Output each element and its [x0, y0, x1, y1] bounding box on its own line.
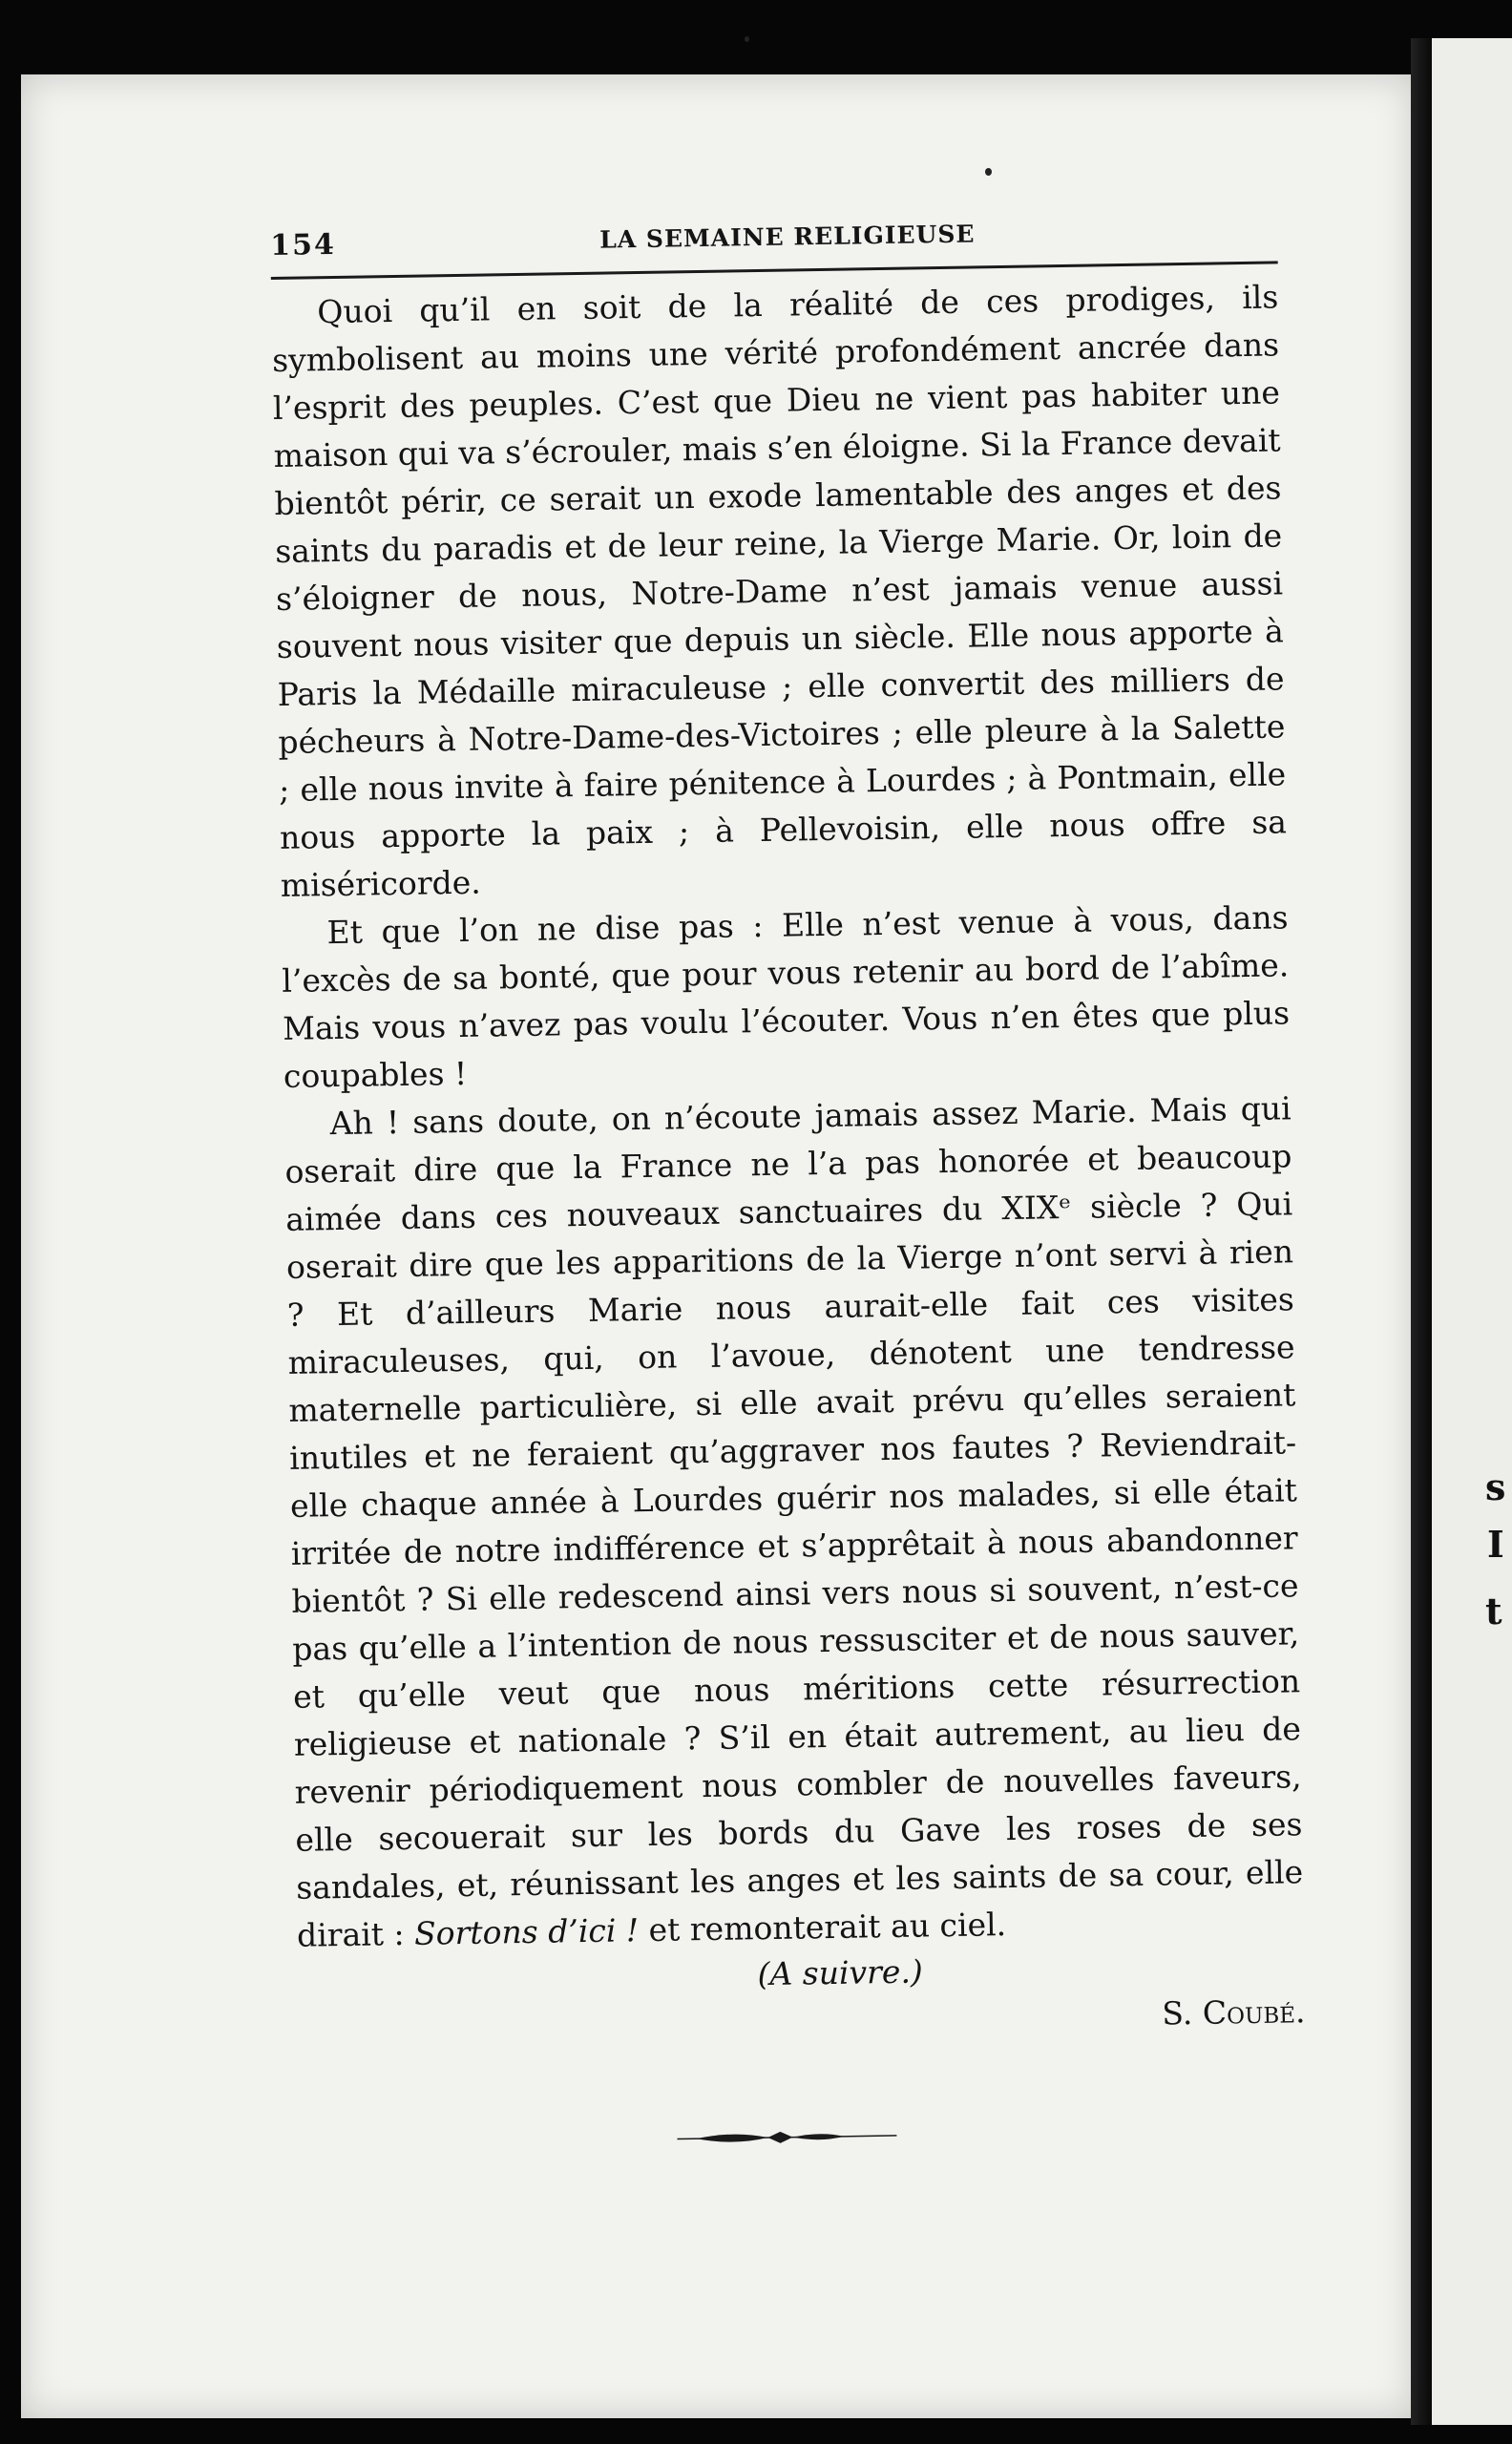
- paragraph: Quoi qu’il en soit de la réalité de ces prodiges, ils symbolisent au moins une vérité profondément ancrée dans l’esprit des peuples. C’est que Dieu ne vient pas habiter une maison qui va s’écrouler, mais s’en éloigne. Si la France devait bientôt périr, ce serait un exode lamentable des anges et des saints du paradis et de leur reine, la Vierge Marie. Or, loin de s’éloigner de nous, Notre-Dame n’est jamais venue aussi souvent nous visiter que depuis un siècle. Elle nous apporte à Paris la Médaille miraculeuse ; elle convertit des milliers de pécheurs à Notre-Dame-des-Victoires ; elle pleure à la Salette ; elle nous invite à faire pénitence à Lourdes ; à Pontmain, elle nous apporte la paix ; à Pellevoisin, elle nous offre sa miséricorde.: [271, 278, 1288, 904]
- continuation-note: (A suivre.): [757, 1952, 924, 1993]
- book-gutter-shadow: [1411, 38, 1434, 2425]
- scan-speck: [985, 168, 992, 176]
- facing-page-fragment: s: [1485, 1465, 1506, 1508]
- page-number: 154: [270, 227, 337, 263]
- tailpiece-ornament-icon: [677, 2126, 896, 2149]
- paragraph-text: Ah ! sans doute, on n’écoute jamais assez Marie. Mais qui oserait dire que la France ne l’a pas honorée et beaucoup aimée dans ces nouveaux sanctuaires du XIXᵉ siècle ? Qui oserait dire que les apparitions de la Vierge n’ont servi à rien ? Et d’ailleurs Marie nous aurait-elle fait ces visites miraculeuses, qui, on l’avoue, dénotent une tendresse maternelle particulière, si elle avait prévu qu’elles seraient inutiles et ne feraient qu’aggraver nos fautes ? Reviendrait-elle chaque année à Lourdes guérir nos malades, si elle était irritée de notre indifférence et s’apprêtait à nous abandonner bientôt ? Si elle redescend ainsi vers nous si souvent, n’est-ce pas qu’elle a l’intention de nous ressusciter et de nous sauver, et qu’elle veut que nous méritions cette résurrection religieuse et nationale ? S’il en était autrement, au lieu de revenir périodiquement nous combler de nouvelles faveurs, elle secouerait sur les bords du Gave les roses de ses sandales, et, réunissant les anges et les saints de sa cour, elle dirait :: [284, 1089, 1304, 1954]
- page-content: [270, 213, 1308, 2158]
- facing-page-edge: [1432, 38, 1512, 2425]
- author-initial: S.: [1162, 1993, 1204, 2033]
- scan-speck: [745, 36, 749, 42]
- facing-page-fragment: t: [1485, 1590, 1502, 1633]
- paragraph-text: et remonterait au ciel.: [638, 1906, 1007, 1949]
- author-surname: Coubé.: [1202, 1992, 1306, 2032]
- article-body: [271, 273, 1304, 1959]
- paragraph: Et que l’on ne dise pas : Elle n’est venue à vous, dans l’excès de sa bonté, que pour vous retenir au bord de l’abîme. Mais vous n’avez pas voulu l’écouter. Vous n’en êtes que plus coupables !: [282, 898, 1291, 1095]
- facing-page-fragment: I: [1487, 1523, 1504, 1566]
- quoted-exclamation: Sortons d’ici !: [413, 1911, 640, 1952]
- running-title: LA SEMAINE RELIGIEUSE: [598, 220, 976, 254]
- paragraph: [284, 1085, 1304, 1959]
